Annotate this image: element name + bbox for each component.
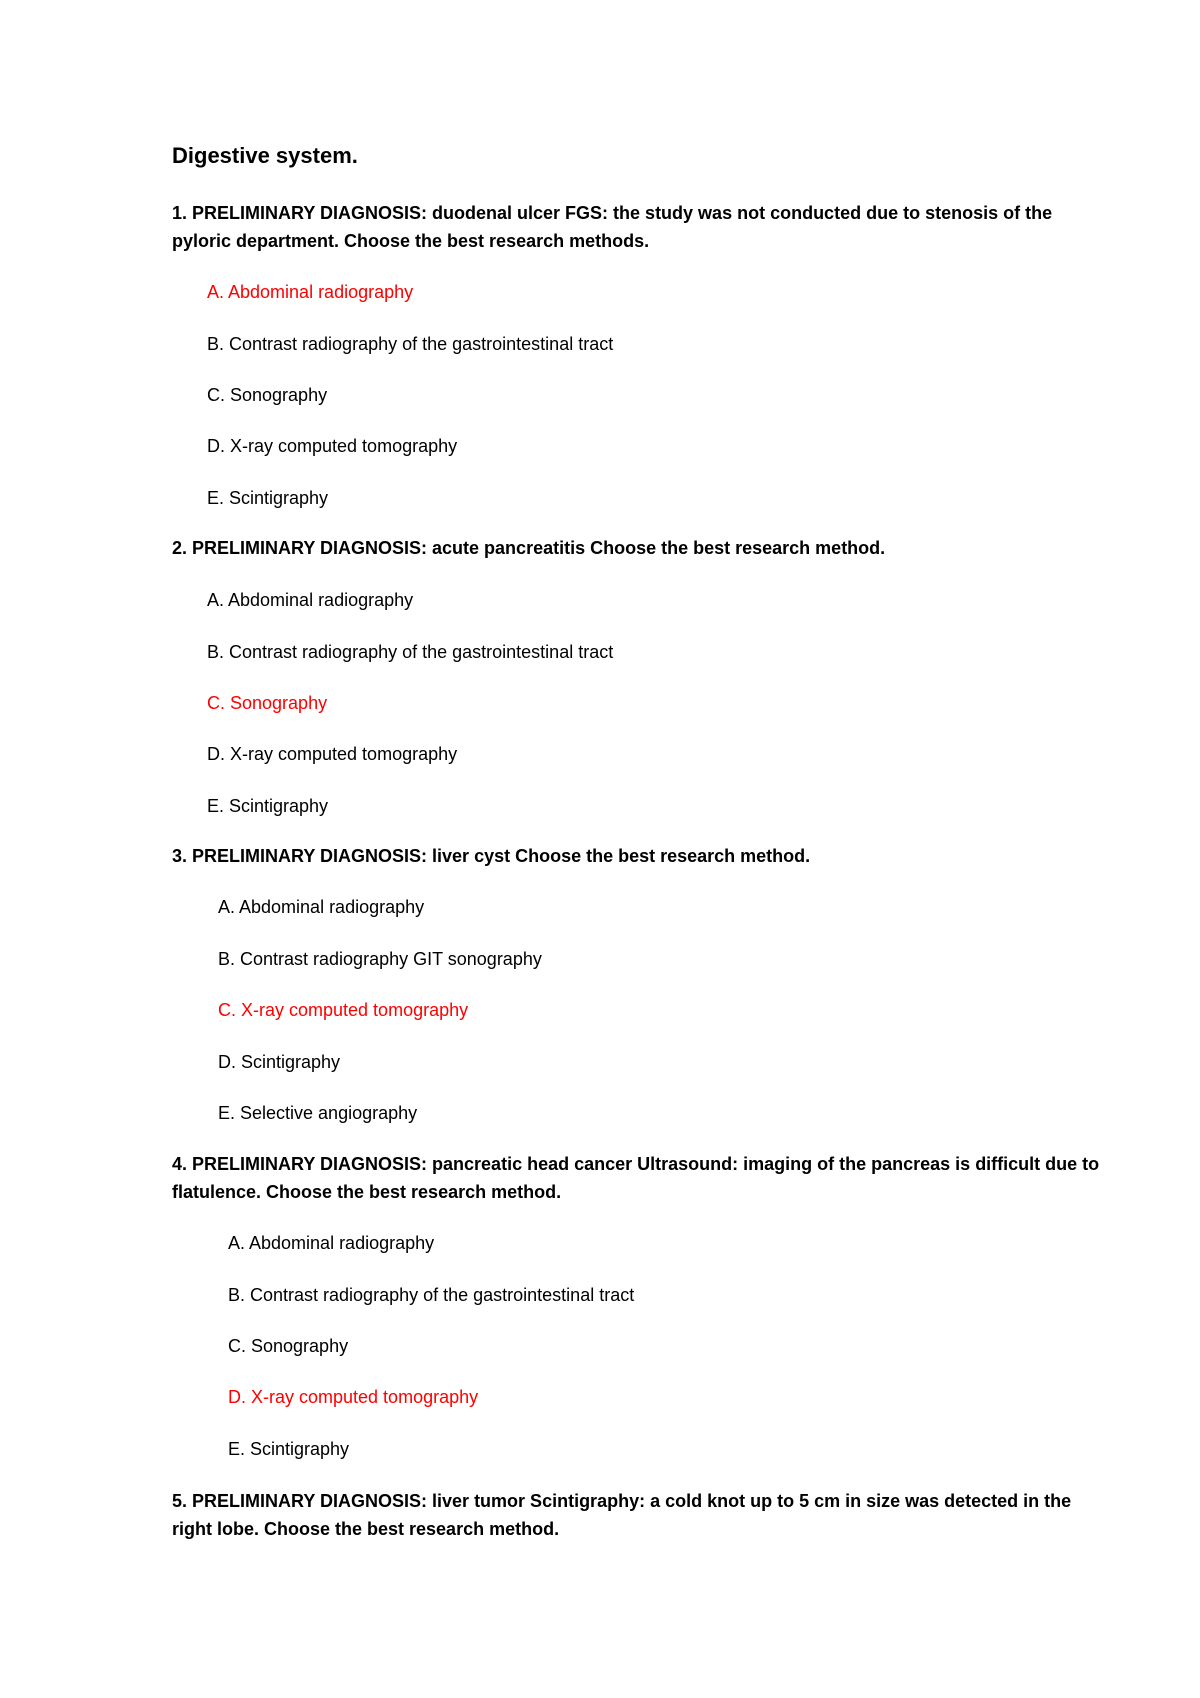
answer-option: D. Scintigraphy: [218, 1052, 341, 1072]
answer-option: B. Contrast radiography of the gastrointestinal tract: [207, 334, 614, 354]
answer-option: A. Abdominal radiography: [207, 590, 414, 610]
answer-option: A. Abdominal radiography: [207, 282, 414, 302]
document-title: Digestive system.: [172, 143, 358, 168]
answer-option: C. Sonography: [207, 693, 328, 713]
answer-option: C. Sonography: [207, 385, 328, 405]
question-text: 3. PRELIMINARY DIAGNOSIS: liver cyst Choose the best research method.: [172, 846, 811, 866]
question-text: 1. PRELIMINARY DIAGNOSIS: duodenal ulcer FGS: the study was not conducted due to stenosis of the pyloric department. Choose the best research methods.: [172, 203, 1053, 251]
answer-option: E. Scintigraphy: [207, 488, 329, 508]
answer-option: D. X-ray computed tomography: [228, 1387, 479, 1407]
answer-option: D. X-ray computed tomography: [207, 436, 458, 456]
question-text: 4. PRELIMINARY DIAGNOSIS: pancreatic head cancer Ultrasound: imaging of the pancreas is difficult due to flatulence. Choose the best research method.: [172, 1154, 1100, 1202]
question-text: 2. PRELIMINARY DIAGNOSIS: acute pancreatitis Choose the best research method.: [172, 538, 886, 558]
answer-option: D. X-ray computed tomography: [207, 744, 458, 764]
answer-option: A. Abdominal radiography: [228, 1233, 435, 1253]
answer-option: C. X-ray computed tomography: [218, 1000, 469, 1020]
answer-option: B. Contrast radiography GIT sonography: [218, 949, 542, 969]
answer-option: C. Sonography: [228, 1336, 349, 1356]
answer-option: A. Abdominal radiography: [218, 897, 425, 917]
answer-option: B. Contrast radiography of the gastrointestinal tract: [207, 642, 614, 662]
answer-option: B. Contrast radiography of the gastrointestinal tract: [228, 1285, 635, 1305]
answer-option: E. Scintigraphy: [228, 1439, 350, 1459]
question-text: 5. PRELIMINARY DIAGNOSIS: liver tumor Scintigraphy: a cold knot up to 5 cm in size was detected in the right lobe. Choose the best research method.: [172, 1491, 1072, 1539]
answer-option: E. Scintigraphy: [207, 796, 329, 816]
answer-option: E. Selective angiography: [218, 1103, 418, 1123]
